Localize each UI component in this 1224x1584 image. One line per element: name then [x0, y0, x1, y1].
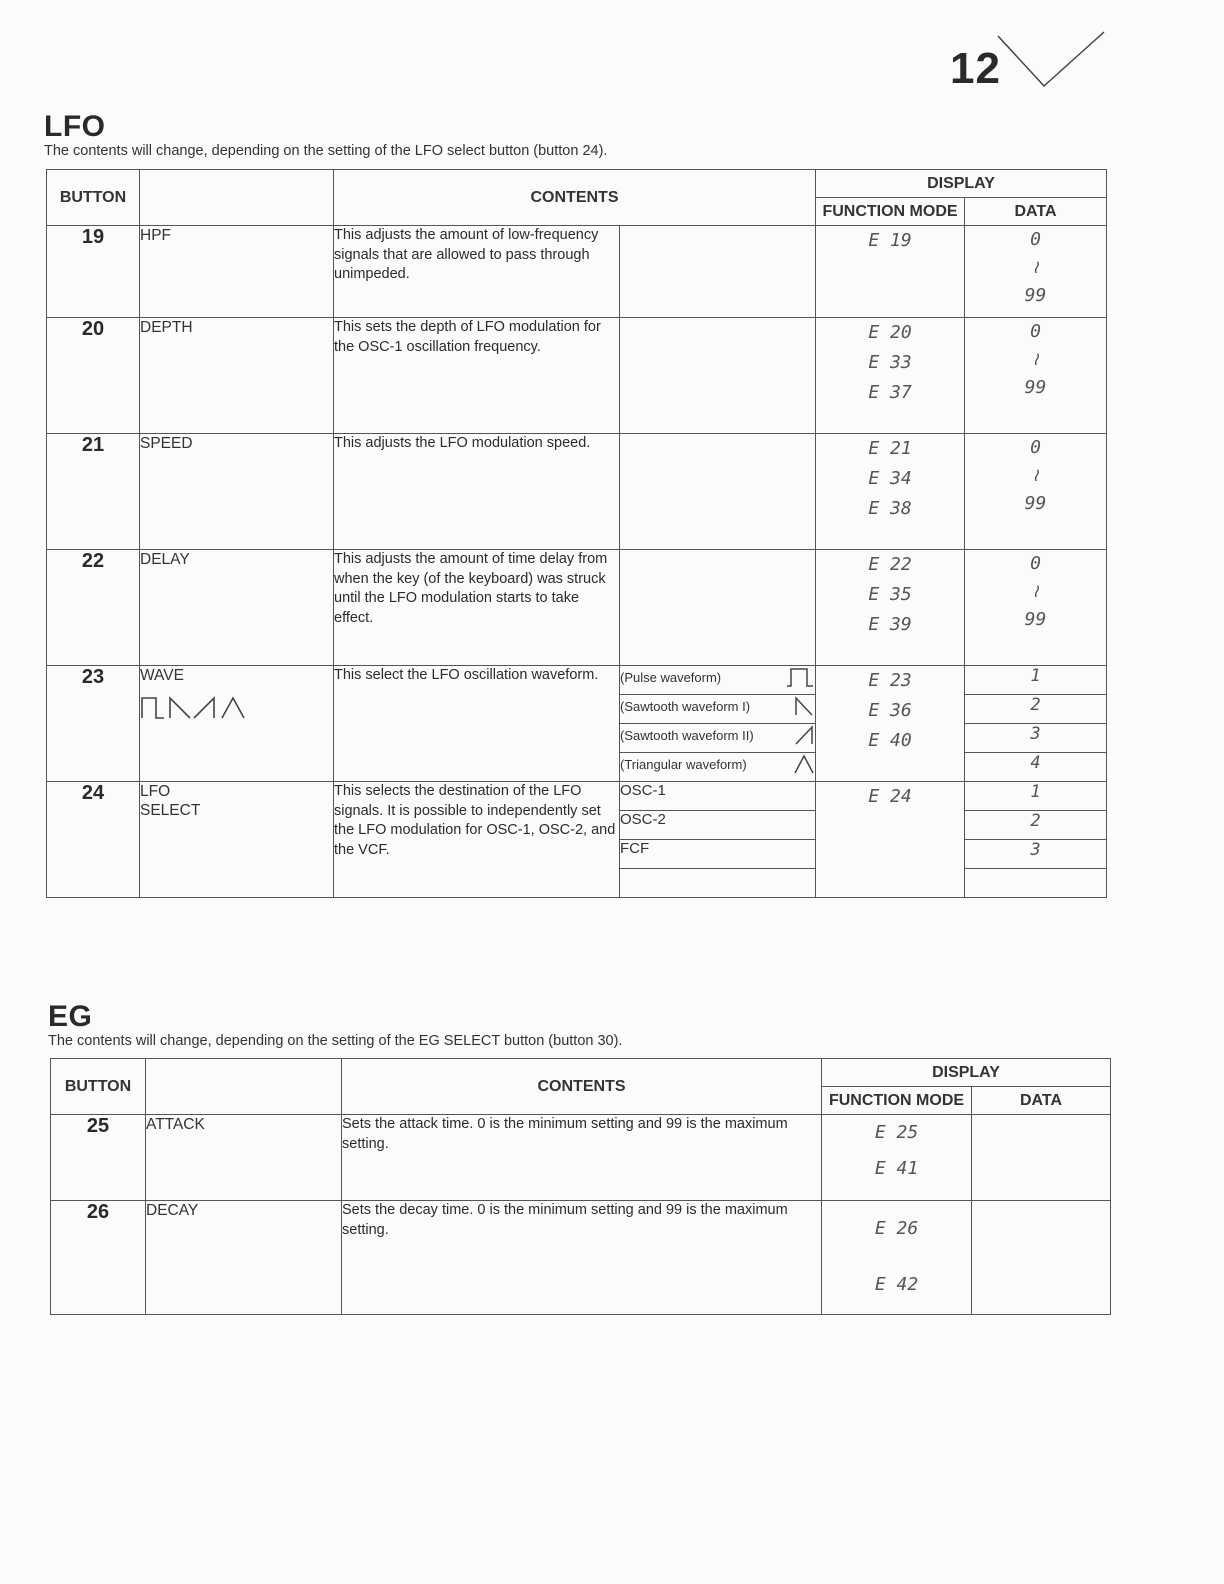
page-number: 12	[950, 44, 1001, 93]
header-data: DATA	[972, 1087, 1111, 1115]
lfo-table	[46, 169, 1107, 898]
button-number: 21	[47, 434, 140, 550]
destination-option: OSC-1	[620, 782, 816, 811]
header-function-mode: FUNCTION MODE	[816, 198, 965, 226]
data-value: 2	[965, 695, 1107, 724]
data-value: 4	[965, 753, 1107, 782]
parameter-name: DECAY	[146, 1201, 342, 1315]
header-contents: CONTENTS	[334, 170, 816, 226]
data-value: 3	[965, 724, 1107, 753]
function-mode-cell: E 26 E 42	[822, 1201, 972, 1315]
table-row	[47, 666, 1107, 695]
parameter-description: This adjusts the amount of low-frequency signals that are allowed to pass through unimpeded.	[334, 226, 620, 318]
function-mode-cell: E 22 E 35 E 39	[816, 550, 965, 666]
header-contents: CONTENTS	[342, 1059, 822, 1115]
waveform-option: (Sawtooth waveform II)	[620, 724, 816, 753]
data-value: 3	[965, 840, 1107, 869]
function-mode-cell: E 25 E 41	[822, 1115, 972, 1201]
parameter-name: SPEED	[140, 434, 334, 550]
function-mode-cell: E 20 E 33 E 37	[816, 318, 965, 434]
header-name	[146, 1059, 342, 1115]
data-range-cell	[972, 1115, 1111, 1201]
table-row	[47, 434, 1107, 550]
button-number: 20	[47, 318, 140, 434]
eg-title: EG	[48, 1000, 93, 1033]
button-number: 24	[47, 782, 140, 898]
parameter-name: LFO SELECT	[140, 782, 334, 898]
parameter-name: WAVE	[140, 666, 334, 782]
sawtooth-wave-2-icon	[793, 724, 815, 746]
table-row	[47, 318, 1107, 434]
eg-table	[50, 1058, 1111, 1315]
parameter-description: This adjusts the amount of time delay from when the key (of the keyboard) was struck until the LFO modulation starts to take effect.	[334, 550, 620, 666]
data-range-cell: 0 ≀ 99	[965, 550, 1107, 666]
sawtooth-wave-1-icon	[793, 695, 815, 717]
button-number: 23	[47, 666, 140, 782]
parameter-description: Sets the attack time. 0 is the minimum setting and 99 is the maximum setting.	[342, 1115, 822, 1201]
eg-description: The contents will change, depending on the setting of the EG SELECT button (button 30).	[48, 1033, 623, 1049]
data-value: 1	[965, 782, 1107, 811]
parameter-description: This select the LFO oscillation waveform.	[334, 666, 620, 782]
parameter-name: HPF	[140, 226, 334, 318]
parameter-name: DELAY	[140, 550, 334, 666]
table-row	[51, 1115, 1111, 1201]
button-number: 19	[47, 226, 140, 318]
button-number: 22	[47, 550, 140, 666]
check-mark-icon	[996, 30, 1108, 92]
data-range-cell: 0 ≀ 99	[965, 226, 1107, 318]
table-row	[47, 782, 1107, 811]
parameter-description: This adjusts the LFO modulation speed.	[334, 434, 620, 550]
parameter-name: ATTACK	[146, 1115, 342, 1201]
table-row	[47, 550, 1107, 666]
waveform-icons	[140, 693, 250, 721]
header-data: DATA	[965, 198, 1107, 226]
triangular-wave-icon	[793, 753, 815, 775]
header-display: DISPLAY	[822, 1059, 1111, 1087]
waveform-option: (Triangular waveform)	[620, 753, 816, 782]
parameter-name: DEPTH	[140, 318, 334, 434]
function-mode-cell: E 24	[816, 782, 965, 898]
function-mode-cell: E 23 E 36 E 40	[816, 666, 965, 782]
table-row	[47, 226, 1107, 318]
button-number: 26	[51, 1201, 146, 1315]
data-range-cell: 0 ≀ 99	[965, 318, 1107, 434]
lfo-description: The contents will change, depending on the setting of the LFO select button (button 24).	[44, 143, 608, 159]
waveform-option: (Pulse waveform)	[620, 666, 816, 695]
parameter-description: This selects the destination of the LFO signals. It is possible to independently set the LFO modulation for OSC-1, OSC-2, and the VCF.	[334, 782, 620, 898]
parameter-description: This sets the depth of LFO modulation for the OSC-1 oscillation frequency.	[334, 318, 620, 434]
destination-option: FCF	[620, 840, 816, 869]
data-value: 2	[965, 811, 1107, 840]
data-value: 1	[965, 666, 1107, 695]
waveform-option: (Sawtooth waveform I)	[620, 695, 816, 724]
function-mode-cell: E 21 E 34 E 38	[816, 434, 965, 550]
table-row	[51, 1201, 1111, 1315]
header-display: DISPLAY	[816, 170, 1107, 198]
button-number: 25	[51, 1115, 146, 1201]
header-button: BUTTON	[51, 1059, 146, 1115]
header-button: BUTTON	[47, 170, 140, 226]
pulse-wave-icon	[785, 666, 815, 688]
parameter-description: Sets the decay time. 0 is the minimum setting and 99 is the maximum setting.	[342, 1201, 822, 1315]
destination-option: OSC-2	[620, 811, 816, 840]
data-range-cell	[972, 1201, 1111, 1315]
header-function-mode: FUNCTION MODE	[822, 1087, 972, 1115]
data-range-cell: 0 ≀ 99	[965, 434, 1107, 550]
function-mode-cell: E 19	[816, 226, 965, 318]
header-name	[140, 170, 334, 226]
lfo-title: LFO	[44, 110, 106, 143]
